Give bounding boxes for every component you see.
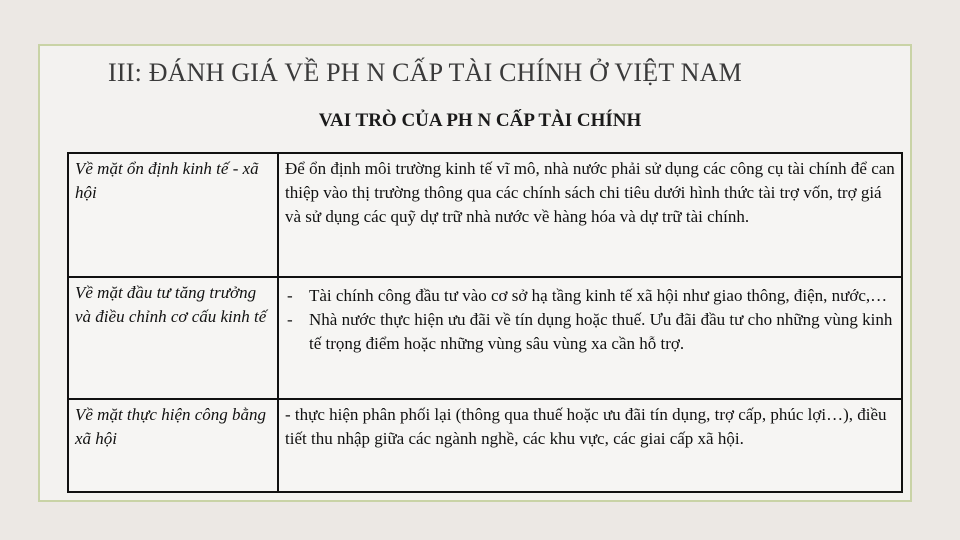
list-item: - Tài chính công đầu tư vào cơ sở hạ tầng kinh tế xã hội như giao thông, điện, nước,…	[285, 284, 895, 308]
roles-table	[67, 152, 903, 493]
bullet-list	[285, 284, 895, 356]
content-cell: Để ổn định môi trường kinh tế vĩ mô, nhà nước phải sử dụng các công cụ tài chính để can thiệp vào thị trường thông qua các chính sách chi tiêu dưới hình thức tài trợ vốn, trợ giá và sử dụng các quỹ dự trữ nhà nước về hàng hóa và dự trữ tài chính.	[278, 153, 902, 277]
aspect-cell: Về mặt đầu tư tăng trưởng và điều chỉnh cơ cấu kinh tế	[68, 277, 278, 399]
content-cell: - thực hiện phân phối lại (thông qua thuế hoặc ưu đãi tín dụng, trợ cấp, phúc lợi…), điều tiết thu nhập giữa các ngành nghề, các khu vực, các giai cấp xã hội.	[278, 399, 902, 492]
table-title: VAI TRÒ CỦA PH N CẤP TÀI CHÍNH	[318, 110, 642, 131]
list-item: - Nhà nước thực hiện ưu đãi về tín dụng hoặc thuế. Ưu đãi đầu tư cho những vùng kinh tế trọng điểm hoặc những vùng sâu vùng xa cần hỗ trợ.	[285, 308, 895, 356]
content-cell	[278, 277, 902, 399]
table-row	[68, 399, 902, 492]
aspect-cell: Về mặt ổn định kinh tế - xã hội	[68, 153, 278, 277]
table-row	[68, 153, 902, 277]
slide-title: III: ĐÁNH GIÁ VỀ PH N CẤP TÀI CHÍNH Ở VIỆT NAM	[108, 58, 742, 87]
table-row	[68, 277, 902, 399]
aspect-cell: Về mặt thực hiện công bằng xã hội	[68, 399, 278, 492]
